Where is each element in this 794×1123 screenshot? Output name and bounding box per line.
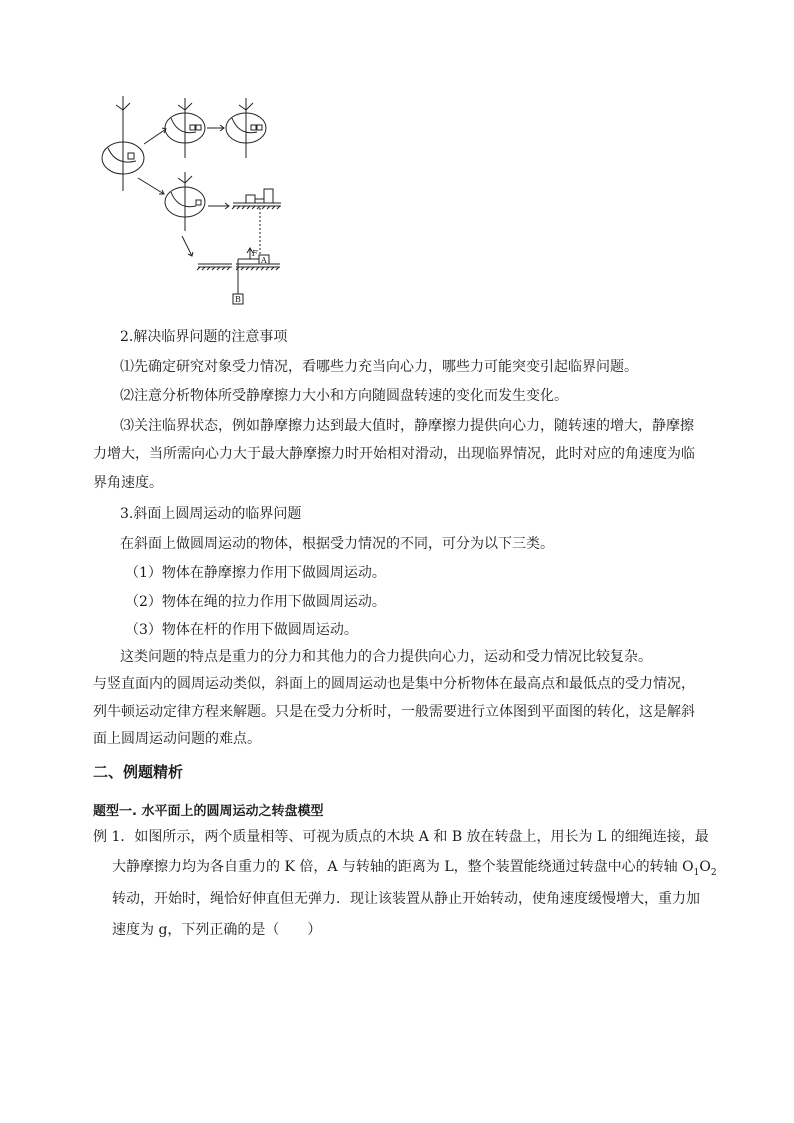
example1-line1: 例 1．如图所示，两个质量相等、可视为质点的木块 A 和 B 放在转盘上，用长为 L 的细绳连接，最: [93, 829, 709, 845]
example1-line2-text: 大静摩擦力均为各自重力的 K 倍，A 与转轴的距离为 L，整个装置能绕通过转盘中心的转轴 O: [112, 859, 694, 875]
section3-intro: 在斜面上做圆周运动的物体，根据受力情况的不同，可分为以下三类。: [120, 536, 554, 552]
section2-point3-line1: ⑶关注临界状态，例如静摩擦力达到最大值时，静摩擦力提供向心力，随转速的增大，静摩擦: [120, 418, 694, 434]
section3-item2: （2）物体在绳的拉力作用下做圆周运动。: [125, 594, 386, 610]
turntable-1: [102, 96, 144, 191]
section2-point2: ⑵注意分析物体所受静摩擦力大小和方向随圆盘转速的变化而发生变化。: [120, 388, 568, 404]
side-view-top: [232, 189, 281, 256]
turntable-3: [226, 98, 266, 158]
section3-para-line4: 面上圆周运动问题的难点。: [93, 731, 261, 747]
part2-heading: 二、例题精析: [93, 763, 184, 781]
section2-title: 2.解决临界问题的注意事项: [120, 329, 288, 345]
block-label-a: A: [261, 256, 267, 265]
section3-para-line2: 与竖直面内的圆周运动类似，斜面上的圆周运动也是集中分析物体在最高点和最低点的受力情况，: [93, 676, 695, 692]
turntable-2: [165, 98, 205, 158]
turntable-diagram: [96, 96, 296, 311]
block-label-b: B: [235, 295, 241, 304]
section3-para-line1: 这类问题的特点是重力的分力和其他力的合力提供向心力，运动和受力情况比较复杂。: [120, 649, 652, 665]
turntable-4: [165, 172, 205, 231]
type1-heading: 题型一. 水平面上的圆周运动之转盘模型: [93, 804, 324, 819]
example1-line2-o: O: [699, 859, 711, 875]
subscript-1: 1: [693, 867, 700, 878]
section3-para-line3: 列牛顿运动定律方程来解题。只是在受力分析时，一般需要进行立体图到平面图的转化，这是解斜: [93, 704, 695, 720]
example1-line4: 速度为 g，下列正确的是（ ）: [112, 922, 322, 938]
section2-point3-line2: 力增大，当所需向心力大于最大静摩擦力时开始相对滑动，出现临界情况，此时对应的角速度为临: [93, 446, 695, 462]
force-label-f: F: [252, 249, 258, 258]
section3-title: 3.斜面上圆周运动的临界问题: [120, 506, 302, 522]
section2-point3-line3: 界角速度。: [93, 475, 163, 491]
section2-point1: ⑴先确定研究对象受力情况，看哪些力充当向心力，哪些力可能突变引起临界问题。: [120, 359, 638, 375]
section3-item1: （1）物体在静摩擦力作用下做圆周运动。: [125, 565, 386, 581]
section3-item3: （3）物体在杆的作用下做圆周运动。: [125, 622, 358, 638]
example1-line2: [112, 857, 717, 883]
example1-line3: 转动，开始时，绳恰好伸直但无弹力．现让该装置从静止开始转动，使角速度缓慢增大，重力加: [112, 891, 700, 907]
subscript-2: 2: [710, 867, 717, 878]
